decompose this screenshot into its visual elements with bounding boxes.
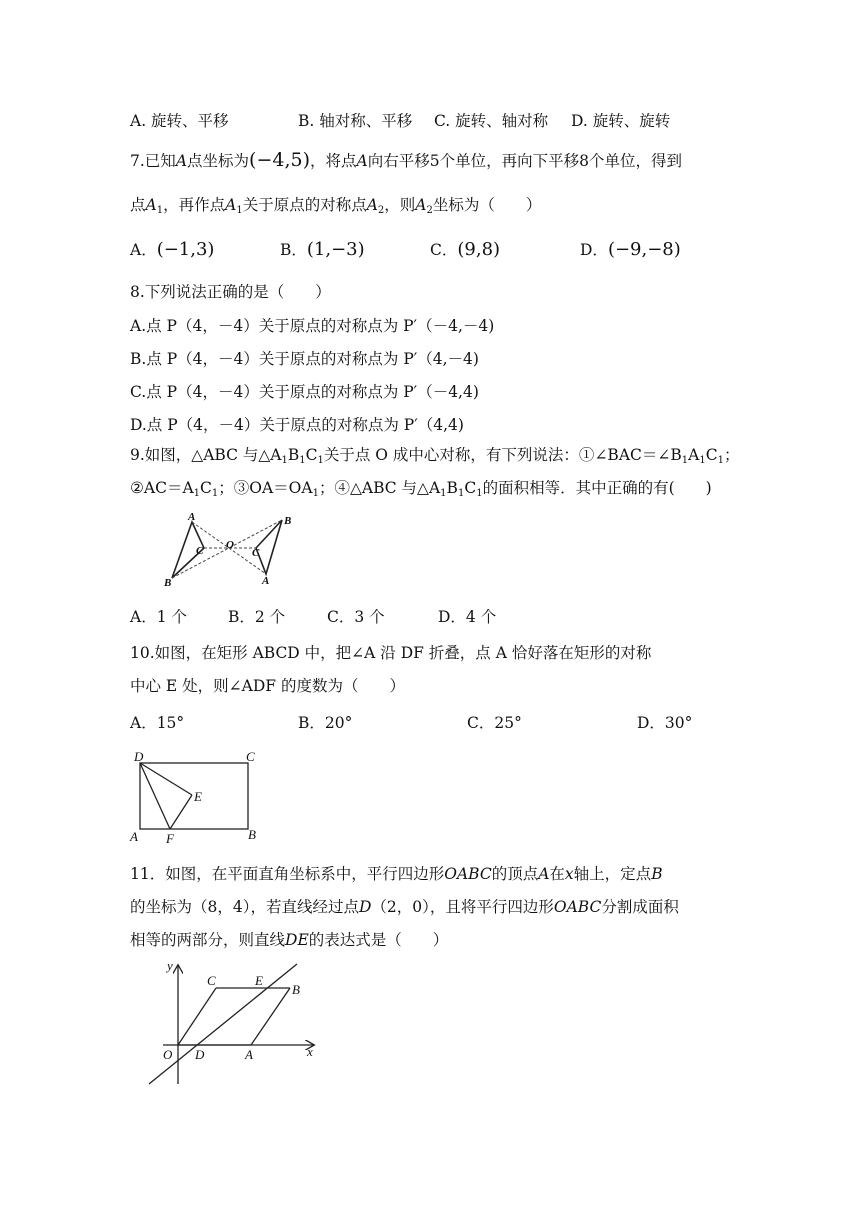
q9-label-b: B — [164, 577, 172, 589]
q7-option-b: B．(1,−3) — [280, 239, 365, 260]
q10-label-b: B — [248, 827, 256, 842]
q11-line-3: 相等的两部分，则直线DE的表达式是（ ） — [130, 931, 449, 949]
q10-label-f: F — [166, 831, 174, 846]
q6-option-a: A. 旋转、平移 — [130, 112, 229, 130]
q9-option-d: D．4 个 — [438, 608, 497, 626]
q11-label-y: y — [167, 958, 173, 973]
q9-label-b1: B — [284, 515, 292, 527]
q7-line-1: 7.已知A点坐标为(−4,5)，将点A向右平移5个单位，再向下平移8个单位，得到 — [130, 149, 683, 171]
q9-option-c: C．3 个 — [327, 608, 385, 626]
q11-label-e: E — [255, 973, 263, 988]
q11-label-x: x — [307, 1044, 313, 1059]
q11-label-o: O — [163, 1047, 173, 1062]
q6-option-b: B. 轴对称、平移 — [298, 112, 413, 130]
q11-label-b: B — [292, 982, 300, 997]
q10-label-c: C — [246, 749, 255, 764]
q7-option-a: A．(−1,3) — [130, 239, 215, 260]
q8-option-d: D.点 P（4，－4）关于原点的对称点为 P′（4,4) — [130, 416, 464, 434]
q9-line-1: 9.如图，△ABC 与$\triangle A_1B_1C_1$关于点 O 成中心对称，有下列说法：$①\angle BAC=\angle B_1A_1C_1$； — [130, 446, 740, 466]
q9-label-c: C — [196, 545, 204, 557]
q10-option-b: B．20° — [298, 714, 353, 732]
q10-figure — [128, 745, 268, 847]
q11-label-c: C — [207, 973, 216, 988]
q10-label-a: A — [130, 829, 138, 844]
q11-label-d: D — [195, 1047, 205, 1062]
q9-figure — [160, 510, 310, 590]
q8-option-a: A.点 P（4，－4）关于原点的对称点为 P′（－4,－4) — [130, 317, 495, 335]
q8-stem: 8.下列说法正确的是（ ） — [130, 283, 331, 301]
q9-label-o: O — [226, 539, 234, 551]
q6-option-d: D. 旋转、旋转 — [571, 112, 671, 130]
q11-figure — [145, 958, 325, 1088]
q11-line-2: 的坐标为（8，4），若直线经过点D（2，0），且将平行四边形OABC分割成面积 — [130, 898, 679, 916]
q10-option-d: D．30° — [637, 714, 693, 732]
q9-option-b: B．2 个 — [228, 608, 286, 626]
q11-line-1: 11．如图，在平面直角坐标系中，平行四边形OABC的顶点A在x轴上，定点B — [130, 865, 663, 883]
q10-option-a: A．15° — [130, 714, 185, 732]
q10-line-1: 10.如图，在矩形 ABCD 中，把∠A 沿 DF 折叠，点 A 恰好落在矩形的对称 — [130, 644, 652, 662]
q7-option-c: C．(9,8) — [430, 239, 501, 260]
q7-option-d: D．(−9,−8) — [580, 239, 681, 260]
q9-label-a1: A — [262, 575, 270, 587]
q6-option-c: C. 旋转、轴对称 — [434, 112, 549, 130]
q9-option-a: A．1 个 — [130, 608, 187, 626]
q10-label-d: D — [134, 749, 144, 764]
q9-line-2: $②AC=A_1C_1$；$③OA=OA_1$；④△ABC 与$\triangle A_1B_1C_1$的面积相等．其中正确的有( ) — [130, 479, 712, 499]
q7-line-2: 点$A_1$，再作点$A_1$关于原点的对称点$A_2$，则$A_2$坐标为（ ） — [130, 196, 542, 216]
q11-label-a: A — [245, 1047, 253, 1062]
q8-option-c: C.点 P（4，－4）关于原点的对称点为 P′（－4,4) — [130, 383, 479, 401]
q9-label-a: A — [188, 511, 196, 523]
q10-line-2: 中心 E 处，则∠ADF 的度数为（ ） — [130, 677, 405, 695]
q8-option-b: B.点 P（4，－4）关于原点的对称点为 P′（4,－4) — [130, 350, 479, 368]
q10-label-e: E — [194, 789, 202, 804]
q9-label-c1: C — [252, 547, 260, 559]
q10-option-c: C．25° — [467, 714, 522, 732]
